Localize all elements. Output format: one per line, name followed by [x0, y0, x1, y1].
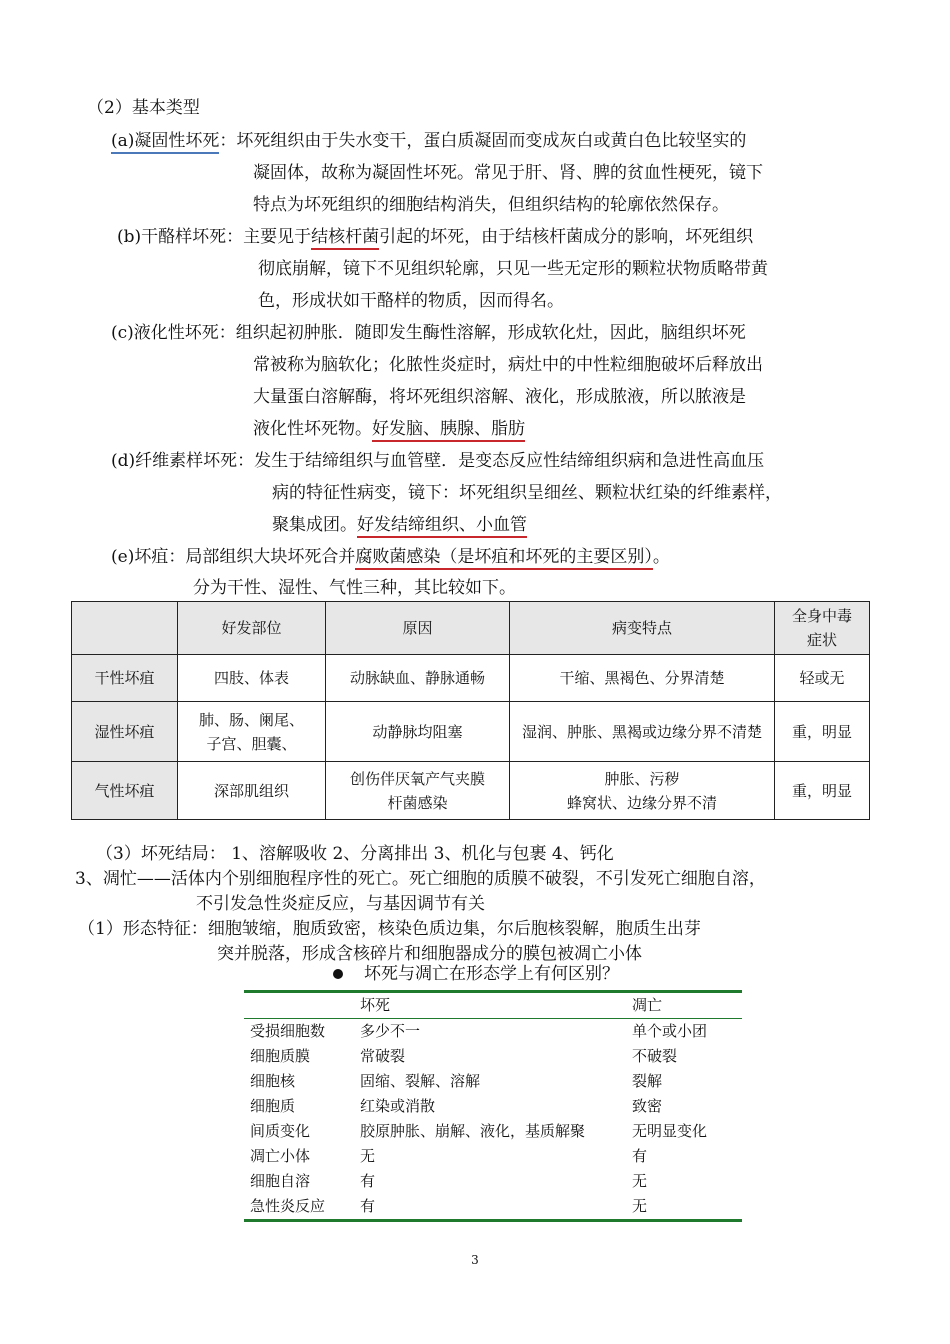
table-header-cell: 病变特点 — [510, 602, 775, 655]
table-cell: 红染或消散 — [360, 1097, 436, 1115]
item-a-line2: 凝固体，故称为凝固性坏死。常见于肝、肾、脾的贫血性梗死，镜下 — [253, 163, 763, 183]
table-cell: 凋亡小体 — [250, 1147, 311, 1165]
table-cell: 常破裂 — [360, 1047, 406, 1065]
table-row — [72, 702, 870, 762]
table-cell: 有 — [360, 1197, 376, 1215]
table-header-cell — [244, 993, 354, 1018]
gangrene-comparison-table — [71, 601, 870, 820]
item-e-pre: (e)坏疽：局部组织大块坏死合并 — [111, 547, 356, 567]
table-cell: 湿性坏疽 — [72, 702, 178, 762]
item-e-highlight: 腐败菌感染（是坏疽和坏死的主要区别） — [355, 547, 653, 570]
item-c-line4 — [253, 418, 525, 440]
table-cell: 细胞核 — [250, 1072, 296, 1090]
item-e-post: 。 — [652, 547, 670, 567]
table-header-row — [72, 602, 870, 655]
table-header-cell: 原因 — [326, 602, 510, 655]
table-cell: 受损细胞数 — [250, 1022, 326, 1040]
table-header-cell: 凋亡 — [632, 996, 663, 1014]
item-e-line2: 分为干性、湿性、气性三种，其比较如下。 — [193, 578, 516, 598]
table-header-cell — [72, 602, 178, 655]
table-cell: 细胞自溶 — [250, 1172, 311, 1190]
item-b-line1 — [117, 226, 753, 248]
table-cell: 干缩、黑褐色、分界清楚 — [510, 655, 775, 702]
table-cell: 固缩、裂解、溶解 — [360, 1072, 481, 1090]
table-row — [72, 655, 870, 702]
item-a-text: 坏死组织由于失水变干，蛋白质凝固而变成灰白或黄白色比较坚实的 — [236, 131, 747, 151]
item-a-line1 — [111, 130, 746, 152]
table-header-cell: 好发部位 — [178, 602, 326, 655]
item-e-line1 — [111, 546, 670, 568]
item-b-line3: 色，形成状如干酪样的物质，因而得名。 — [258, 291, 564, 311]
table-cell: 有 — [360, 1172, 376, 1190]
item-b-line2: 彻底崩解，镜下不见组织轮廓，只见一些无定形的颗粒状物质略带黄 — [258, 259, 768, 279]
table-cell: 四肢、体表 — [178, 655, 326, 702]
table-cell: 多少不一 — [360, 1022, 421, 1040]
apoptosis-line1: 3、凋忙——活体内个别细胞程序性的死亡。死亡细胞的质膜不破裂，不引发死亡细胞自溶， — [75, 869, 766, 889]
necrosis-apoptosis-table — [244, 990, 742, 1222]
table-cell: 致密 — [632, 1097, 663, 1115]
table-header-cell: 全身中毒症状 — [775, 602, 870, 655]
table-row — [72, 762, 870, 820]
table-cell: 气性坏疽 — [72, 762, 178, 820]
table-cell: 不破裂 — [632, 1047, 678, 1065]
table-row — [244, 1019, 742, 1044]
item-d-line1: (d)纤维素样坏死：发生于结缔组织与血管壁．是变态反应性结缔组织病和急进性高血压 — [111, 451, 765, 471]
table-row — [244, 1119, 742, 1144]
item-c-highlight: 好发脑、胰腺、脂肪 — [372, 419, 525, 442]
table-cell: 动脉缺血、静脉通畅 — [326, 655, 510, 702]
table-header-cell: 坏死 — [360, 996, 391, 1014]
table-cell: 胶原肿胀、崩解、液化，基质解聚 — [360, 1122, 586, 1140]
item-c-line3: 大量蛋白溶解酶，将坏死组织溶解、液化，形成脓液，所以脓液是 — [253, 387, 746, 407]
item-b-pre: (b)干酪样坏死：主要见于 — [117, 227, 312, 247]
item-d-highlight: 好发结缔组织、小血管 — [357, 515, 527, 538]
table-cell: 细胞质膜 — [250, 1047, 311, 1065]
table-cell: 细胞质 — [250, 1097, 296, 1115]
table-cell: 动静脉均阻塞 — [326, 702, 510, 762]
table-cell: 深部肌组织 — [178, 762, 326, 820]
table-row — [244, 1094, 742, 1119]
table-cell: 创伤伴厌氧产气夹膜杆菌感染 — [326, 762, 510, 820]
morphology-line1: （1）形态特征：细胞皱缩，胞质致密，核染色质边集，尔后胞核裂解，胞质生出芽 — [78, 919, 701, 939]
bullet-icon — [333, 969, 343, 979]
table-cell: 干性坏疽 — [72, 655, 178, 702]
table-row — [244, 1069, 742, 1094]
item-c-pre: 液化性坏死物。 — [253, 419, 372, 439]
table-cell: 轻或无 — [775, 655, 870, 702]
table-bottom-rule — [244, 1219, 742, 1222]
table-cell: 重，明显 — [775, 762, 870, 820]
question-text: 坏死与凋亡在形态学上有何区别？ — [364, 964, 619, 984]
table-header-row — [244, 993, 742, 1018]
section-title-basic-types: （2）基本类型 — [87, 98, 200, 118]
table-row — [244, 1044, 742, 1069]
comparison-table-body — [244, 1019, 742, 1219]
item-b-highlight: 结核杆菌 — [311, 227, 379, 250]
page-number: 3 — [471, 1253, 479, 1267]
morphology-line2: 突并脱落，形成含核碎片和细胞器成分的膜包被凋亡小体 — [217, 944, 642, 964]
item-b-post: 引起的坏死，由于结核杆菌成分的影响，坏死组织 — [379, 227, 754, 247]
apoptosis-line2: 不引发急性炎症反应，与基因调节有关 — [196, 894, 485, 914]
table-cell: 无明显变化 — [632, 1122, 708, 1140]
item-c-line1: (c)液化性坏死：组织起初肿胀．随即发生酶性溶解，形成软化灶，因此，脑组织坏死 — [111, 323, 746, 343]
table-row — [244, 1144, 742, 1169]
table-cell: 间质变化 — [250, 1122, 311, 1140]
table-cell: 有 — [632, 1147, 648, 1165]
table-row — [244, 1194, 742, 1219]
table-cell: 单个或小团 — [632, 1022, 708, 1040]
item-d-line2: 病的特征性病变，镜下：坏死组织呈细丝、颗粒状红染的纤维素样， — [272, 483, 782, 503]
table-cell: 肿胀、污秽 蜂窝状、边缘分界不清 — [510, 762, 775, 820]
item-d-pre: 聚集成团。 — [272, 515, 357, 535]
item-a-line3: 特点为坏死组织的细胞结构消失，但组织结构的轮廓依然保存。 — [253, 195, 729, 215]
comparison-table — [244, 993, 742, 1018]
table-cell: 湿润、肿胀、黑褐或边缘分界不清楚 — [510, 702, 775, 762]
item-c-line2: 常被称为脑软化；化脓性炎症时，病灶中的中性粒细胞破坏后释放出 — [253, 355, 763, 375]
item-a-label: (a)凝固性坏死 — [111, 131, 219, 154]
table-cell: 裂解 — [632, 1072, 663, 1090]
table-cell: 重，明显 — [775, 702, 870, 762]
table-cell: 无 — [632, 1172, 648, 1190]
item-a-colon: ： — [219, 131, 237, 151]
table-row — [244, 1169, 742, 1194]
item-d-line3 — [272, 514, 527, 536]
table-cell: 肺、肠、阑尾、子宫、胆囊、 — [178, 702, 326, 762]
necrosis-outcome-line: （3）坏死结局： 1、溶解吸收 2、分离排出 3、机化与包裹 4、钙化 — [96, 844, 614, 864]
table-cell: 急性炎反应 — [250, 1197, 326, 1215]
table-cell: 无 — [632, 1197, 648, 1215]
table-cell: 无 — [360, 1147, 376, 1165]
